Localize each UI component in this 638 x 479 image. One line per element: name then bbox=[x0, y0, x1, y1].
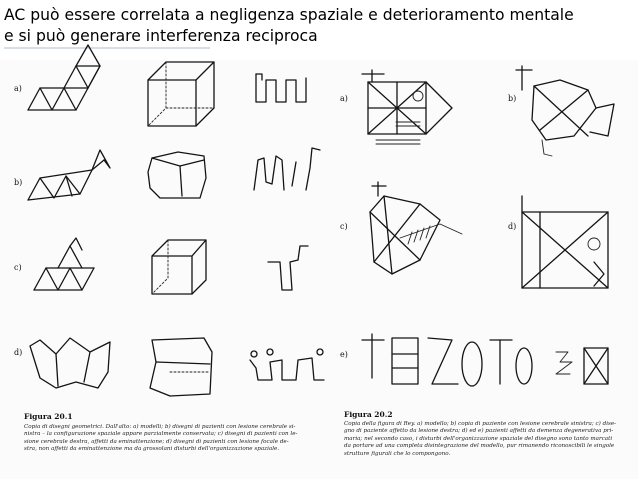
left-c-square-wave-half bbox=[268, 246, 308, 290]
right-caption-line: da portare ad una completa disintegrazione del modello, pur rimanendo riconoscibili le singole bbox=[344, 443, 615, 450]
right-row-label-e: e) bbox=[340, 350, 348, 359]
left-c-cube-half bbox=[152, 240, 206, 294]
right-figure-caption bbox=[344, 421, 616, 458]
left-row-label-d: d) bbox=[14, 348, 23, 357]
left-caption-line: Copia di disegni geometrici. Dall'alto: a) modelli; b) disegni di pazienti con lesione cerebrale si- bbox=[24, 424, 296, 430]
right-caption-line: gno di paziente affetto da lesione destra; d) ed e) pazienti affetti da demenza degenerativa pri- bbox=[344, 428, 614, 435]
left-caption-line: stra, non affetti da eminattenzione ma da grossolani disturbi dell'organizzazione spaziale. bbox=[24, 446, 280, 453]
left-b-cube-copy bbox=[148, 152, 206, 198]
left-caption-line: nistra – la configurazione spaziale appare parzialmente conservata; c) disegni di pazienti con le- bbox=[24, 431, 298, 438]
right-caption-line: strutture figurali che lo compongono. bbox=[344, 450, 451, 457]
title-line-1: AC può essere correlata a negligenza spaziale e deterioramento mentale bbox=[4, 6, 574, 24]
right-row-label-c: c) bbox=[340, 222, 348, 231]
left-figure-caption bbox=[24, 424, 297, 454]
right-a-rey-model bbox=[362, 70, 452, 144]
left-a-triangle-net bbox=[28, 45, 100, 110]
left-b-triangle-net-copy bbox=[28, 150, 110, 200]
right-row-label-a: a) bbox=[340, 94, 348, 103]
left-d-cube-distorted bbox=[150, 338, 212, 396]
right-figure-title: Figura 20.2 bbox=[344, 410, 393, 419]
right-row-label-d: d) bbox=[508, 222, 517, 231]
right-d-dementia-copy bbox=[522, 196, 608, 288]
right-e-disintegrated-copy bbox=[362, 334, 608, 386]
left-figure-title: Figura 20.1 bbox=[24, 412, 73, 421]
left-d-triangle-net-distorted bbox=[30, 338, 110, 388]
left-c-triangle-net-half bbox=[34, 238, 94, 290]
left-row-label-a: a) bbox=[14, 84, 22, 93]
left-b-square-wave-copy bbox=[254, 148, 320, 190]
left-a-square-wave bbox=[256, 74, 306, 102]
left-a-cube bbox=[148, 62, 214, 126]
left-caption-line: sione cerebrale destra, affetti da eminattenzione; d) disegni di pazienti con lesione focale de- bbox=[24, 438, 289, 445]
right-caption-line: maria; nel secondo caso, i disturbi dell'organizzazione spaziale del disegno sono tanto marcati bbox=[344, 435, 613, 442]
title-line-2: e si può generare interferenza reciproca bbox=[4, 27, 318, 45]
right-caption-line: Copia della figura di Rey. a) modello; b) copia di paziente con lesione cerebrale sinistra; c) dise- bbox=[344, 421, 617, 427]
right-c-right-lesion-copy bbox=[370, 182, 462, 274]
left-row-label-b: b) bbox=[14, 178, 23, 187]
left-d-square-wave-distorted bbox=[250, 349, 324, 380]
right-b-left-lesion-copy bbox=[516, 66, 614, 156]
left-row-label-c: c) bbox=[14, 263, 22, 272]
right-row-label-b: b) bbox=[508, 94, 517, 103]
